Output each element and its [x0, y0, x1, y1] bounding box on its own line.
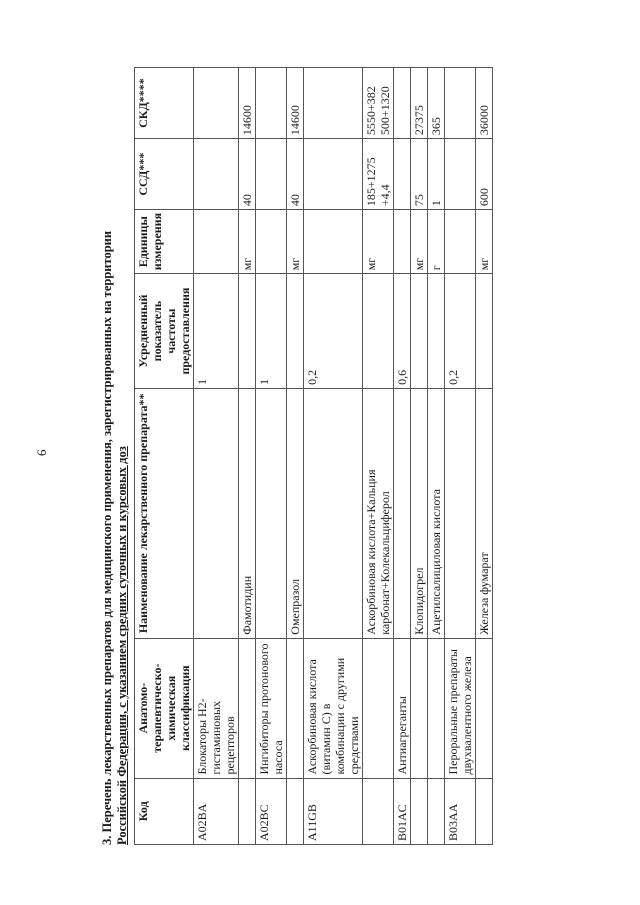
cell-code: B01AC: [394, 778, 411, 844]
cell-ssd: 40: [239, 139, 256, 210]
cell-frequency: [363, 274, 394, 389]
cell-drug-name: Ацетилсалициловая кислота: [428, 388, 445, 638]
cell-skd: [256, 68, 287, 139]
cell-drug-name: Клопидогрел: [411, 388, 428, 638]
cell-unit: [256, 210, 287, 274]
cell-ssd: [256, 139, 287, 210]
cell-frequency: [287, 274, 304, 389]
cell-frequency: 1: [256, 274, 287, 389]
cell-atc: [428, 638, 445, 778]
table-row: [411, 68, 428, 845]
cell-drug-name: [394, 388, 411, 638]
cell-atc: [287, 638, 304, 778]
page-number: 6: [34, 449, 49, 456]
cell-drug-name: Железа фумарат: [476, 388, 493, 638]
cell-unit: [445, 210, 476, 274]
col-header-unit: Единицы измерения: [135, 210, 194, 274]
cell-ssd: [304, 139, 363, 210]
cell-atc: Пероральные препараты двухвалентного железа: [445, 638, 476, 778]
cell-code: [428, 778, 445, 844]
cell-ssd: 185+1275 +4,4: [363, 139, 394, 210]
cell-atc: [363, 638, 394, 778]
col-header-ssd: ССД***: [135, 139, 194, 210]
drug-table: [134, 67, 493, 845]
col-header-atc: Анатомо-терапевтическо-химическая классификация: [135, 638, 194, 778]
cell-ssd: [445, 139, 476, 210]
table-body: [194, 68, 493, 845]
cell-frequency: [428, 274, 445, 389]
cell-ssd: 1: [428, 139, 445, 210]
cell-ssd: [394, 139, 411, 210]
cell-code: [411, 778, 428, 844]
cell-atc: [239, 638, 256, 778]
cell-unit: мг: [239, 210, 256, 274]
cell-frequency: 0,2: [304, 274, 363, 389]
section-heading: [100, 65, 130, 845]
table-row: [304, 68, 363, 845]
cell-frequency: [411, 274, 428, 389]
cell-drug-name: [304, 388, 363, 638]
cell-unit: [194, 210, 239, 274]
cell-drug-name: [445, 388, 476, 638]
cell-skd: [194, 68, 239, 139]
cell-atc: Блокаторы Н2-гистаминовых рецепторов: [194, 638, 239, 778]
cell-code: [239, 778, 256, 844]
cell-atc: [411, 638, 428, 778]
cell-code: A02BC: [256, 778, 287, 844]
cell-code: [476, 778, 493, 844]
rotated-sheet: [100, 65, 600, 845]
cell-ssd: 600: [476, 139, 493, 210]
cell-atc: Ингибиторы протонового насоса: [256, 638, 287, 778]
cell-skd: 36000: [476, 68, 493, 139]
cell-atc: [476, 638, 493, 778]
cell-skd: [394, 68, 411, 139]
table-row: [394, 68, 411, 845]
table-row: [287, 68, 304, 845]
heading-line-2: Российской Федерации, с указанием средних суточных и курсовых доз: [115, 446, 129, 845]
table-row: [239, 68, 256, 845]
cell-unit: мг: [363, 210, 394, 274]
cell-drug-name: Фамотидин: [239, 388, 256, 638]
cell-ssd: 40: [287, 139, 304, 210]
cell-skd: 27375: [411, 68, 428, 139]
table-row: [256, 68, 287, 845]
cell-skd: 5550+382 500+1320: [363, 68, 394, 139]
table-row: [476, 68, 493, 845]
table-row: [445, 68, 476, 845]
cell-frequency: 0,6: [394, 274, 411, 389]
cell-frequency: [239, 274, 256, 389]
cell-skd: [445, 68, 476, 139]
cell-code: B03AA: [445, 778, 476, 844]
cell-code: [287, 778, 304, 844]
col-header-code: Код: [135, 778, 194, 844]
col-header-skd: СКД****: [135, 68, 194, 139]
cell-drug-name: Аскорбиновая кислота+Кальция карбонат+Колекальциферол: [363, 388, 394, 638]
cell-skd: 14600: [239, 68, 256, 139]
cell-frequency: 1: [194, 274, 239, 389]
cell-skd: 14600: [287, 68, 304, 139]
cell-drug-name: [194, 388, 239, 638]
cell-skd: [304, 68, 363, 139]
cell-unit: г: [428, 210, 445, 274]
table-row: [194, 68, 239, 845]
cell-ssd: 75: [411, 139, 428, 210]
table-row: [428, 68, 445, 845]
cell-code: A11GB: [304, 778, 363, 844]
cell-ssd: [194, 139, 239, 210]
col-header-frequency: Усредненный показатель частоты предоставления: [135, 274, 194, 389]
cell-skd: 365: [428, 68, 445, 139]
table-row: [363, 68, 394, 845]
col-header-drug-name: Наименование лекарственного препарата**: [135, 388, 194, 638]
cell-atc: Антиагреганты: [394, 638, 411, 778]
cell-frequency: [476, 274, 493, 389]
cell-unit: [394, 210, 411, 274]
cell-atc: Аскорбиновая кислота (витамин С) в комбинации с другими средствами: [304, 638, 363, 778]
cell-unit: [304, 210, 363, 274]
cell-drug-name: [256, 388, 287, 638]
cell-frequency: 0,2: [445, 274, 476, 389]
table-header-row: [135, 68, 194, 845]
cell-code: [363, 778, 394, 844]
heading-line-1: 3. Перечень лекарственных препаратов для медицинского применения, зарегистрированных на территории: [100, 230, 114, 845]
cell-unit: мг: [287, 210, 304, 274]
cell-code: A02BA: [194, 778, 239, 844]
cell-drug-name: Омепразол: [287, 388, 304, 638]
cell-unit: мг: [411, 210, 428, 274]
cell-unit: мг: [476, 210, 493, 274]
